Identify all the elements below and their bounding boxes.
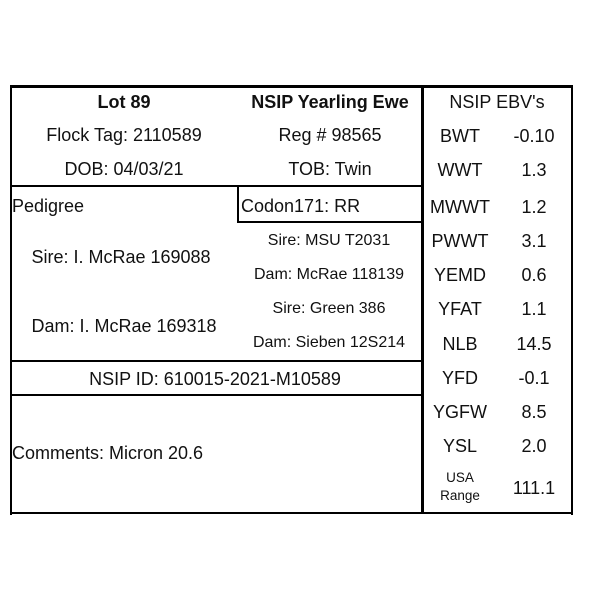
- ebv-label-yemd: YEMD: [433, 265, 487, 285]
- dam: Dam: I. McRae 169318: [31, 316, 217, 336]
- pedigree-bottom: [10, 360, 422, 362]
- ebv-title: NSIP EBV's: [449, 92, 545, 112]
- ebv-label-yfd: YFD: [442, 368, 478, 388]
- ebv-label-wwt: WWT: [437, 160, 483, 180]
- ebv-value-yemd: 0.6: [521, 265, 547, 285]
- ebv-value-bwt: -0.10: [513, 126, 555, 146]
- codon-box-left: [237, 185, 239, 223]
- sire: Sire: I. McRae 169088: [31, 247, 211, 267]
- sire-dam: Dam: McRae 118139: [254, 266, 404, 283]
- sire-sire: Sire: MSU T2031: [267, 232, 391, 249]
- ebv-value-yfd: -0.1: [518, 368, 550, 388]
- ebv-label-bwt: BWT: [440, 126, 480, 146]
- column-divider: [421, 85, 424, 514]
- nsip-id-bottom: [10, 394, 422, 396]
- ebv-value-mwwt: 1.2: [521, 197, 547, 217]
- ebv-value-ysl: 2.0: [521, 436, 547, 456]
- dam-sire: Sire: Green 386: [272, 300, 386, 317]
- usa-range-label-line2: Range: [440, 487, 480, 503]
- ebv-label-pwwt: PWWT: [431, 231, 489, 251]
- ebv-label-ysl: YSL: [442, 436, 478, 456]
- lot-number: Lot 89: [97, 92, 151, 112]
- date-of-birth: DOB: 04/03/21: [64, 159, 184, 179]
- animal-type: NSIP Yearling Ewe: [251, 92, 409, 112]
- ebv-value-ygfw: 8.5: [521, 402, 547, 422]
- ebv-label-nlb: NLB: [442, 334, 478, 354]
- type-of-birth: TOB: Twin: [288, 159, 372, 179]
- header-divider: [10, 185, 422, 187]
- usa-range-label-line1: USA: [446, 470, 474, 485]
- right-border: [571, 85, 573, 515]
- bottom-border: [10, 512, 573, 514]
- pedigree-label: Pedigree: [12, 196, 85, 216]
- codon: Codon171: RR: [241, 196, 361, 216]
- ebv-value-nlb: 14.5: [516, 334, 552, 354]
- comments: Comments: Micron 20.6: [12, 443, 204, 463]
- ebv-label-mwwt: MWWT: [430, 197, 490, 217]
- ebv-value-yfat: 1.1: [521, 299, 547, 319]
- registration-number: Reg # 98565: [278, 125, 382, 145]
- usa-range-value: 111.1: [512, 478, 556, 498]
- codon-box-bottom: [237, 221, 422, 223]
- flock-tag: Flock Tag: 2110589: [46, 125, 202, 145]
- ebv-label-ygfw: YGFW: [433, 402, 487, 422]
- dam-dam: Dam: Sieben 12S214: [252, 334, 406, 351]
- usa-range-label: [440, 469, 480, 504]
- top-border: [10, 85, 573, 88]
- ebv-label-yfat: YFAT: [438, 299, 482, 319]
- ebv-value-wwt: 1.3: [521, 160, 547, 180]
- nsip-id: NSIP ID: 610015-2021-M10589: [89, 369, 341, 389]
- ebv-value-pwwt: 3.1: [521, 231, 547, 251]
